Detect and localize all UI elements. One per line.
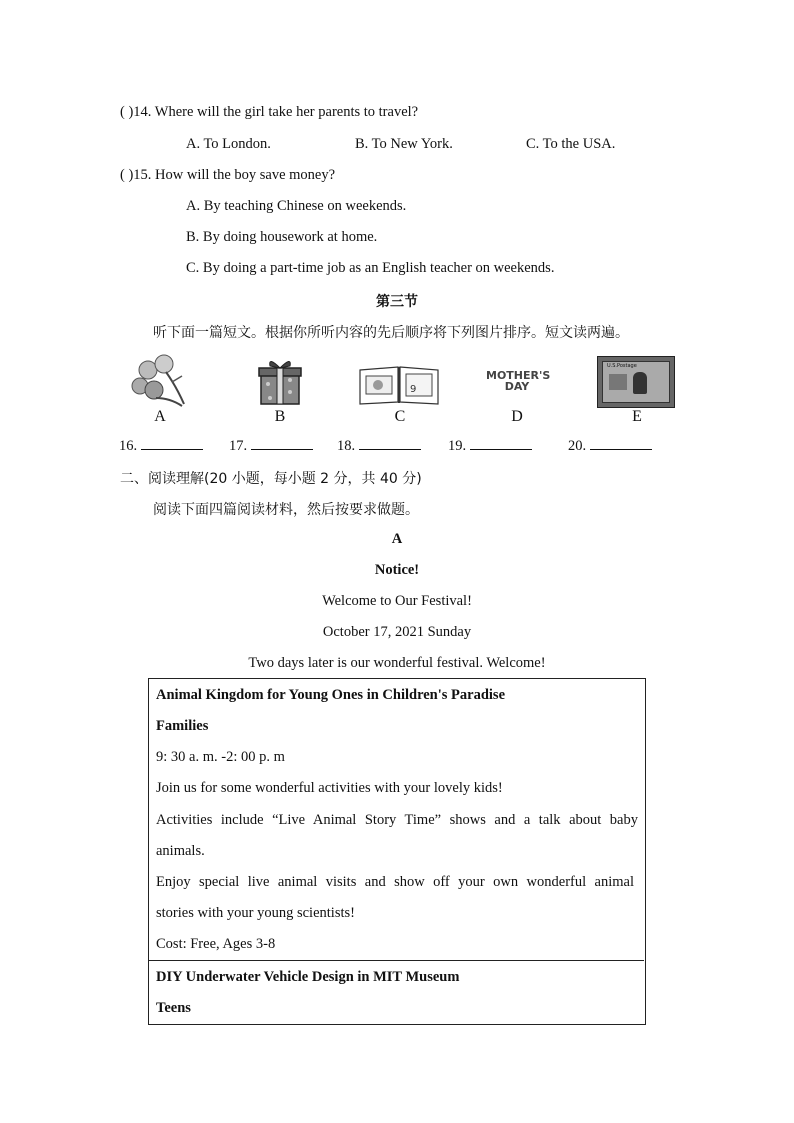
q14-line	[120, 104, 418, 121]
event2-audience: Teens	[156, 1000, 191, 1016]
q14-bracket: ( )14.	[120, 104, 152, 120]
event1-audience: Families	[156, 718, 209, 734]
answer-blank-18[interactable]: 18.	[337, 437, 421, 455]
q15-question: How will the boy save money?	[155, 167, 336, 183]
mothers-day-text-icon	[486, 369, 551, 400]
svg-text:9: 9	[410, 384, 417, 395]
q15-option-a: A. By teaching Chinese on weekends.	[186, 198, 407, 214]
answer-blank-17[interactable]: 17.	[229, 437, 313, 455]
part2-instruction: 阅读下面四篇阅读材料，然后按要求做题。	[153, 502, 419, 518]
section3-title: 第三节	[376, 294, 418, 310]
picture-label-d: D	[511, 408, 523, 425]
answer-blank-16[interactable]: 16.	[119, 437, 203, 455]
postage-stamp-icon	[597, 356, 675, 408]
section3-instruction: 听下面一篇短文。根据你所听内容的先后顺序将下列图片排序。短文读两遍。	[153, 325, 629, 341]
event2-title: DIY Underwater Vehicle Design in MIT Museum	[156, 969, 460, 985]
answer-blank-19[interactable]: 19.	[448, 437, 532, 455]
event1-line2a: Activities include “Live Animal Story Time” shows and a talk about baby	[156, 812, 638, 828]
event1-line3b: stories with your young scientists!	[156, 905, 355, 921]
part2-title: 二、阅读理解(20 小题，每小题 2 分，共 40 分)	[120, 471, 422, 487]
q14-option-a: A. To London.	[186, 136, 271, 152]
photo-album-icon	[358, 364, 440, 406]
gift-box-icon	[258, 356, 302, 406]
event1-time: 9: 30 a. m. -2: 00 p. m	[156, 749, 285, 765]
q15-option-b: B. By doing housework at home.	[186, 229, 378, 245]
q15-option-c: C. By doing a part-time job as an English teacher on weekends.	[186, 260, 555, 276]
carnation-flowers-icon	[126, 352, 190, 408]
notice-intro: Two days later is our wonderful festival. Welcome!	[248, 655, 546, 671]
answer-blank-20[interactable]: 20.	[568, 437, 652, 455]
picture-label-e: E	[632, 408, 642, 425]
mothers-day-line1: MOTHER'S	[486, 369, 551, 382]
notice-welcome: Welcome to Our Festival!	[322, 593, 472, 609]
mothers-day-line2: DAY	[504, 380, 530, 393]
event1-title: Animal Kingdom for Young Ones in Children's Paradise	[156, 687, 505, 703]
notice-date: October 17, 2021 Sunday	[322, 624, 472, 640]
picture-label-b: B	[274, 408, 286, 425]
event1-line3a: Enjoy special live animal visits and show off your own wonderful animal	[156, 874, 634, 890]
q15-bracket: ( )15.	[120, 167, 152, 183]
q14-option-c: C. To the USA.	[526, 136, 616, 152]
event1-line1: Join us for some wonderful activities with your lovely kids!	[156, 780, 503, 796]
q14-option-b: B. To New York.	[355, 136, 453, 152]
table-row-divider	[148, 960, 644, 961]
q14-question: Where will the girl take her parents to travel?	[154, 104, 419, 120]
picture-label-c: C	[394, 408, 406, 425]
event1-line2b: animals.	[156, 843, 205, 859]
event1-cost: Cost: Free, Ages 3-8	[156, 936, 276, 952]
q15-line	[120, 167, 335, 184]
passage-letter: A	[391, 531, 403, 547]
stamp-header: U.S.Postage	[607, 363, 637, 369]
notice-title: Notice!	[374, 562, 420, 578]
picture-label-a: A	[154, 408, 166, 425]
